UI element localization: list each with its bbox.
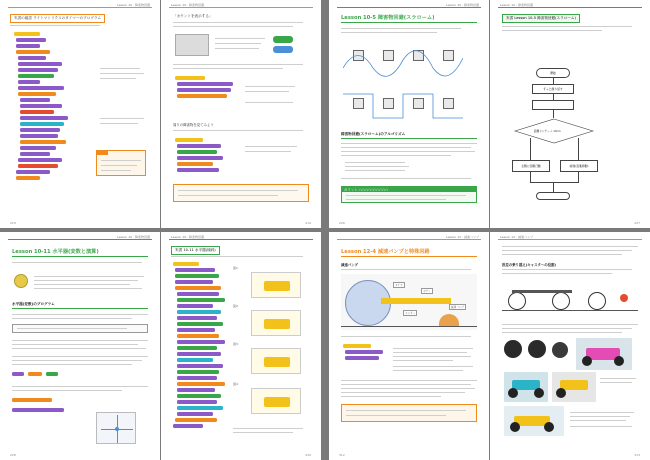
note-box (173, 184, 309, 202)
text-line (341, 155, 451, 156)
text-line (502, 269, 632, 270)
page-312 (329, 232, 489, 460)
note-line (570, 416, 630, 417)
program-block (177, 328, 215, 332)
slalom-path (343, 38, 463, 78)
program-block (20, 104, 62, 108)
text-line (502, 332, 622, 333)
tip-bar: ポイント ○○○○○○○○○○ (341, 186, 477, 191)
program-block (20, 116, 68, 120)
program-block (20, 134, 58, 138)
text-line (345, 162, 405, 163)
flow-arrow (553, 110, 554, 118)
running-header: Lesson 10 : 障害物回避 (445, 3, 479, 7)
robot-wheel (544, 422, 554, 432)
flow-right-branch: 前進(直進移動) (560, 160, 598, 172)
program-block (177, 316, 217, 320)
led-matrix-figure (251, 272, 301, 298)
program-block (18, 86, 64, 90)
note-line (600, 382, 632, 383)
caution-line (346, 410, 466, 411)
text-line (215, 43, 261, 44)
figure-label: 図2 (233, 304, 238, 308)
program-block (173, 424, 203, 428)
caution-box (96, 150, 146, 176)
robot-photo (576, 338, 632, 370)
note-line (393, 352, 467, 353)
note-line (600, 378, 636, 379)
page-219 (161, 0, 321, 228)
page-number: 226 (339, 221, 345, 225)
robot-wheel (534, 388, 544, 398)
robot-wheel (556, 388, 566, 398)
program-block (20, 98, 50, 102)
character-icon (14, 274, 28, 288)
program-block (177, 144, 221, 148)
hint-box (12, 324, 148, 333)
tip-body (341, 191, 477, 203)
note-line (393, 370, 463, 371)
flow-start: 開始 (536, 68, 570, 78)
program-block (20, 146, 56, 150)
text-line (341, 143, 477, 144)
text-line (215, 38, 265, 39)
program-block (20, 110, 54, 114)
program-block (177, 388, 215, 392)
robot-photo (552, 372, 596, 402)
led-matrix-figure (251, 348, 301, 374)
hint-line (17, 328, 127, 329)
text-line (34, 288, 142, 289)
subtitle: 周りの障害物を見てみよう (173, 123, 214, 127)
wheel (552, 292, 570, 310)
caution-line (101, 160, 141, 161)
text-line (341, 147, 471, 148)
program-block (175, 280, 213, 284)
text-line (341, 380, 477, 381)
decision-label: 距離センサー < 10cm (534, 130, 561, 133)
text-line (10, 25, 100, 26)
program-block (18, 74, 54, 78)
figure-label: 図1 (233, 266, 238, 270)
program-block (177, 88, 231, 92)
running-header: Lesson 12 : 減速バンプ (445, 235, 479, 239)
program-block (177, 292, 219, 296)
tilt-diagram (96, 412, 136, 444)
section-heading: 障害物回避(スラローム)のアルゴリズム (341, 132, 406, 136)
running-header: Lesson 10 : 障害物回避 (116, 3, 150, 7)
program-block (175, 268, 215, 272)
wheel-photo (552, 342, 568, 358)
text-line (233, 432, 293, 433)
section-heading: 水平器(変数)のプログラム (12, 302, 55, 306)
flow-merge (530, 182, 579, 183)
program-block (16, 44, 40, 48)
note-line (245, 146, 297, 147)
slalom-path (343, 86, 463, 124)
section-rule (12, 308, 148, 309)
robot-body (264, 319, 290, 329)
program-block (175, 286, 221, 290)
program-block (12, 372, 24, 376)
robot-body (264, 397, 290, 407)
program-block (18, 158, 62, 162)
caution-tab (96, 150, 108, 155)
text-line (502, 246, 638, 247)
flow-arrow (553, 182, 554, 192)
text-line (345, 166, 409, 167)
text-line (341, 32, 437, 33)
diagram-label: センサー (405, 312, 416, 315)
wheel-photo (504, 340, 522, 358)
exercise-box-title: 実習の確認 ライトマトリクスのタイマーのプログラム (10, 14, 105, 23)
note-line (178, 190, 298, 191)
program-block (16, 50, 50, 54)
tilt-dot (115, 427, 119, 431)
running-header: Lesson 10 : 障害物回避 (171, 235, 205, 239)
note-line (100, 118, 144, 119)
note-line (100, 73, 144, 74)
flow-arrow (578, 172, 579, 182)
text-line (233, 428, 303, 429)
program-block (177, 382, 225, 386)
wheel (508, 292, 526, 310)
header-rule (8, 239, 152, 240)
program-block (16, 38, 46, 42)
program-block (177, 352, 221, 356)
robot-wheel (510, 422, 520, 432)
robot-wheel (582, 356, 592, 366)
section-heading: 減速バンプ (341, 263, 358, 267)
lesson-title: Lesson 10-5 障害物回避(スラローム) (341, 15, 435, 21)
program-block (345, 356, 379, 360)
note-line (245, 86, 295, 87)
header-rule (8, 7, 152, 8)
running-header: Lesson 12 : 減速バンプ (500, 235, 534, 239)
text-line (502, 324, 638, 325)
note-line (393, 348, 473, 349)
text-line (502, 250, 632, 251)
header-rule (169, 239, 313, 240)
program-block (28, 372, 42, 376)
led-matrix-figure (251, 388, 301, 414)
program-block (177, 310, 221, 314)
figure-label: 図4 (233, 382, 238, 386)
text-line (12, 344, 138, 345)
program-block (343, 344, 371, 348)
program-block (177, 346, 217, 350)
text-line (502, 30, 602, 31)
note-line (100, 123, 138, 124)
text-line (173, 26, 293, 27)
note-line (178, 195, 278, 196)
robot-wheel (614, 356, 624, 366)
caution-line (346, 415, 446, 416)
running-header: Lesson 10 : 障害物回避 (500, 3, 534, 7)
note-line (245, 151, 291, 152)
header-rule (337, 7, 481, 8)
program-block (177, 150, 217, 154)
note-line (393, 360, 453, 361)
robot-photo (504, 406, 564, 436)
text-line (12, 340, 148, 341)
note-line (100, 68, 140, 69)
figure-label: 図3 (233, 342, 238, 346)
text-line (173, 68, 283, 69)
caution-line (101, 170, 131, 171)
text-line (341, 151, 475, 152)
robot-wheel (508, 388, 518, 398)
text-line (341, 384, 471, 385)
text-line (341, 336, 471, 337)
program-block (177, 162, 213, 166)
diagram-label: ボディ (423, 290, 431, 293)
program-block (18, 164, 58, 168)
program-block (175, 138, 203, 142)
text-line (12, 314, 148, 315)
section-title: 「カウントを表示する」 (173, 14, 213, 18)
note-line (245, 102, 293, 103)
text-line (341, 269, 471, 270)
program-block (177, 340, 225, 344)
program-block (12, 398, 52, 402)
exercise-box-title: 実習 10-11 水平器(傾斜) (171, 246, 220, 255)
program-block (12, 408, 64, 412)
program-block (20, 122, 64, 126)
tip-line (346, 195, 466, 196)
text-line (502, 26, 632, 27)
flow-arrow (578, 138, 579, 160)
running-header: Lesson 10 : 障害物回避 (116, 235, 150, 239)
flow-arrow (530, 138, 531, 160)
header-rule (498, 7, 642, 8)
program-block (175, 418, 217, 422)
lesson-underline (12, 256, 148, 257)
page-229 (161, 232, 321, 460)
text-line (502, 328, 632, 329)
header-rule (337, 239, 481, 240)
text-line (502, 273, 612, 274)
text-line (171, 256, 303, 257)
text-line (215, 48, 259, 49)
program-block (175, 76, 205, 80)
program-block (177, 370, 219, 374)
flow-end (536, 192, 570, 200)
wheel-photo (528, 340, 546, 358)
running-header: Lesson 10 : 障害物回避 (171, 3, 205, 7)
text-line (12, 360, 142, 361)
program-block (46, 372, 58, 376)
flow-arrow (530, 172, 531, 182)
program-block (177, 358, 213, 362)
text-line (34, 284, 130, 285)
program-block (177, 322, 223, 326)
page-218 (0, 0, 160, 228)
section-heading: 段差の乗り越え(キャスターの役割) (502, 263, 556, 267)
program-block (173, 262, 199, 266)
ground-line (502, 310, 638, 311)
text-line (341, 392, 465, 393)
program-block (18, 68, 58, 72)
section-rule (341, 138, 477, 139)
program-block (177, 94, 227, 98)
text-line (341, 396, 441, 397)
program-block (16, 170, 50, 174)
caution-line (101, 165, 137, 166)
wheel (588, 292, 606, 310)
led-button (273, 46, 293, 53)
program-block (177, 304, 213, 308)
page-number: 229 (305, 453, 311, 457)
program-block (177, 364, 223, 368)
lesson-title: Lesson 12-4 減速バンプと特殊回路 (341, 249, 430, 255)
body-bar (381, 298, 451, 304)
note-line (245, 91, 289, 92)
program-block (18, 62, 62, 66)
robot-photo (504, 372, 548, 402)
text-line (12, 356, 148, 357)
flow-loop: ずっと繰り返す (532, 84, 574, 94)
exercise-box-title: 実習 Lesson 10-5 障害物回避(スラローム) (502, 14, 580, 23)
page-number: 227 (634, 221, 640, 225)
program-block (20, 128, 60, 132)
program-block (18, 80, 40, 84)
example-block-row (12, 370, 148, 378)
text-line (12, 364, 132, 365)
text-line (12, 318, 132, 319)
text-line (34, 276, 144, 277)
text-line (12, 390, 122, 391)
note-line (570, 426, 632, 427)
page-number: 313 (634, 453, 640, 457)
text-line (502, 254, 622, 255)
program-block (16, 176, 40, 180)
note-line (100, 78, 136, 79)
ground-line (341, 326, 477, 327)
text-line (173, 22, 303, 23)
page-313 (490, 232, 650, 460)
led-button (273, 36, 293, 43)
note-line (570, 420, 626, 421)
flow-process (532, 100, 574, 110)
tip-line (346, 199, 446, 200)
bump (439, 314, 459, 326)
program-block (175, 274, 219, 278)
note-line (393, 366, 473, 367)
course-diagram (343, 86, 463, 124)
lesson-title: Lesson 10-11 水平器(変数と演算) (12, 249, 99, 255)
program-block (177, 376, 217, 380)
program-block (177, 412, 213, 416)
page-228 (0, 232, 160, 460)
program-block (18, 92, 56, 96)
text-line (341, 388, 475, 389)
text-line (12, 262, 142, 263)
program-block (177, 298, 225, 302)
body-bar (512, 290, 572, 293)
program-block (177, 394, 221, 398)
page-226 (329, 0, 489, 228)
text-line (173, 130, 303, 131)
led-matrix-figure (251, 310, 301, 336)
diagram-label: タイヤ (395, 284, 403, 287)
program-block (20, 152, 50, 156)
note-line (570, 412, 634, 413)
page-227 (490, 0, 650, 228)
page-number: 312 (339, 453, 345, 457)
program-block (14, 32, 40, 36)
program-block (177, 400, 217, 404)
text-line (12, 386, 148, 387)
caution-box (341, 404, 477, 422)
page-number: 218 (10, 221, 16, 225)
program-block (177, 156, 223, 160)
caster-red (620, 294, 628, 302)
text-line (341, 28, 461, 29)
program-block (177, 168, 219, 172)
lesson-underline (341, 256, 477, 257)
header-rule (498, 239, 642, 240)
page-number: 219 (305, 221, 311, 225)
program-block (345, 350, 383, 354)
header-rule (169, 7, 313, 8)
flow-left-branch: 左側に回避行動 (512, 160, 550, 172)
program-block (177, 334, 219, 338)
text-line (34, 280, 138, 281)
text-line (345, 170, 405, 171)
diagram-label: 減速バンプ (451, 306, 464, 309)
course-diagram (343, 38, 463, 78)
program-block (177, 82, 233, 86)
note-line (393, 356, 471, 357)
screen-thumbnail (175, 34, 209, 56)
text-line (12, 348, 146, 349)
bump-diagram (341, 274, 477, 330)
robot-body (264, 281, 290, 291)
text-line (173, 64, 303, 65)
program-block (20, 140, 66, 144)
robot-body (264, 357, 290, 367)
program-block (177, 406, 223, 410)
lesson-underline (341, 22, 477, 23)
page-number: 228 (10, 453, 16, 457)
caster-diagram (502, 278, 638, 318)
text-line (341, 178, 471, 179)
program-block (18, 56, 46, 60)
